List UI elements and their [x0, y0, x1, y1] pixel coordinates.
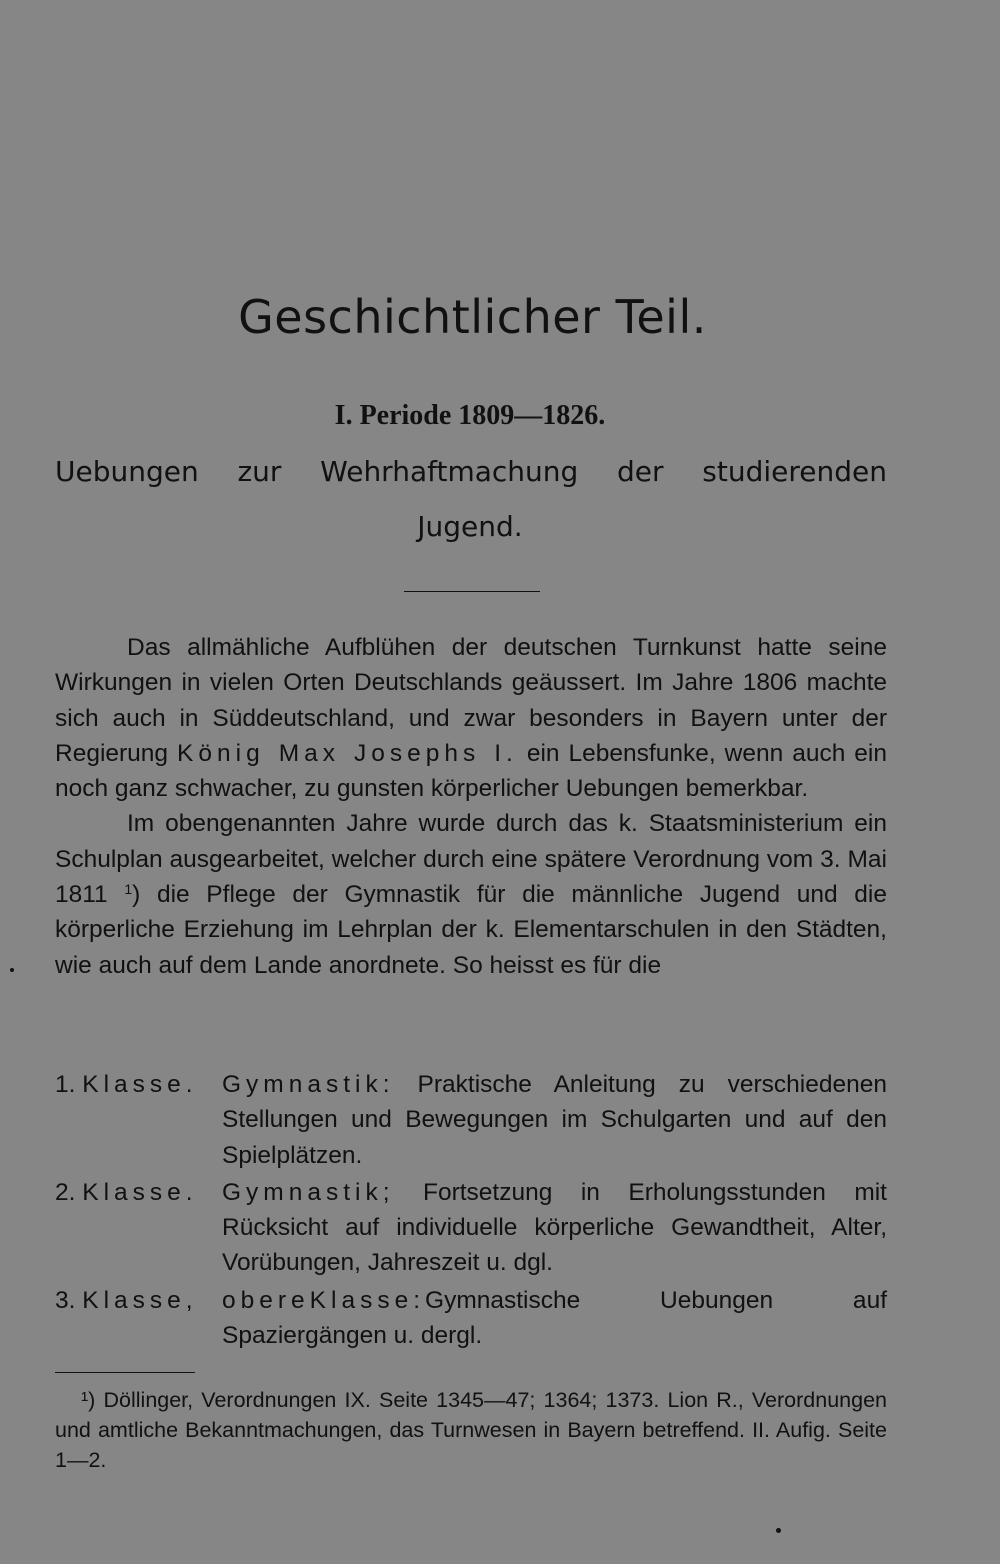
- footnote-text: Döllinger, Verordnungen IX. Seite 1345—47; 1364; 1373. Lion R., Verordnungen und amtliche Bekanntmachungen, das Turnwesen in Bayern betreffend. II. Aufig. Seite 1—2.: [55, 1388, 887, 1472]
- page-title: Geschichtlicher Teil.: [238, 290, 707, 344]
- class-label: 3. Klasse,: [55, 1286, 198, 1314]
- paragraph-2-text-b: ) die Pflege der Gymnastik für die männliche Jugend und die körperliche Erziehung im Lehrplan der k. Elementarschulen in den Städten, wie auch auf dem Lande anordnete. So heisst es für die: [55, 881, 887, 979]
- class-text: Fortsetzung in Erholungsstunden mit Rücksicht auf individuelle körperliche Gewandtheit, Alter, Vorübungen, Jahreszeit u. dgl.: [222, 1178, 887, 1277]
- heading-divider: [404, 591, 540, 592]
- scan-speck: [776, 1528, 781, 1533]
- footnote-marker: ¹): [81, 1388, 96, 1412]
- class-subject: obereKlasse:: [222, 1286, 426, 1314]
- class-list: [55, 1067, 887, 1355]
- scan-speck: [10, 968, 14, 972]
- class-label: 2. Klasse.: [55, 1178, 198, 1206]
- paragraph-2-text-a: Im obengenannten Jahre wurde durch das k. Staatsministerium ein Schulplan ausgearbeitet, welcher durch eine spätere Verordnung vom 3. Mai 1811: [55, 810, 887, 909]
- footnote: [55, 1385, 887, 1475]
- paragraph-1-spaced-name: König Max Josephs I.: [177, 739, 518, 767]
- class-text: Gymnastische Uebungen auf Spaziergängen u. dergl.: [222, 1286, 887, 1350]
- class-item: [55, 1175, 887, 1281]
- paragraph-1-text-b: ein Lebensfunke, wenn auch ein noch ganz schwacher, zu gunsten körperlicher Uebungen bemerkbar.: [55, 739, 888, 803]
- footnote-reference: 1: [124, 881, 133, 898]
- section-subtitle-line1: Uebungen zur Wehrhaftmachung der studierenden: [55, 455, 887, 488]
- class-subject: Gymnastik:: [222, 1071, 395, 1098]
- section-subtitle-line2: Jugend.: [417, 510, 523, 543]
- paragraph-2: [55, 806, 887, 982]
- footnote-body: [55, 1385, 887, 1475]
- class-label: 1. Klasse.: [55, 1071, 198, 1098]
- paragraph-1-text-a: Das allmähliche Aufblühen der deutschen Turnkunst hatte seine Wirkungen in vielen Orten Deutschlands geäussert. Im Jahre 1806 machte sich auch in Süddeutschland, und zwar besonders in Bayern unter der Regierung: [55, 634, 887, 767]
- body-text: [55, 630, 887, 983]
- class-item: [55, 1067, 887, 1173]
- class-text: Praktische Anleitung zu verschiedenen Stellungen und Bewegungen im Schulgarten und auf den Spielplätzen.: [222, 1071, 887, 1169]
- period-heading: I. Periode 1809—1826.: [334, 400, 606, 431]
- class-subject: Gymnastik;: [222, 1178, 395, 1206]
- paragraph-1: [55, 630, 887, 806]
- footnote-divider: [55, 1372, 195, 1373]
- class-item: [55, 1283, 887, 1354]
